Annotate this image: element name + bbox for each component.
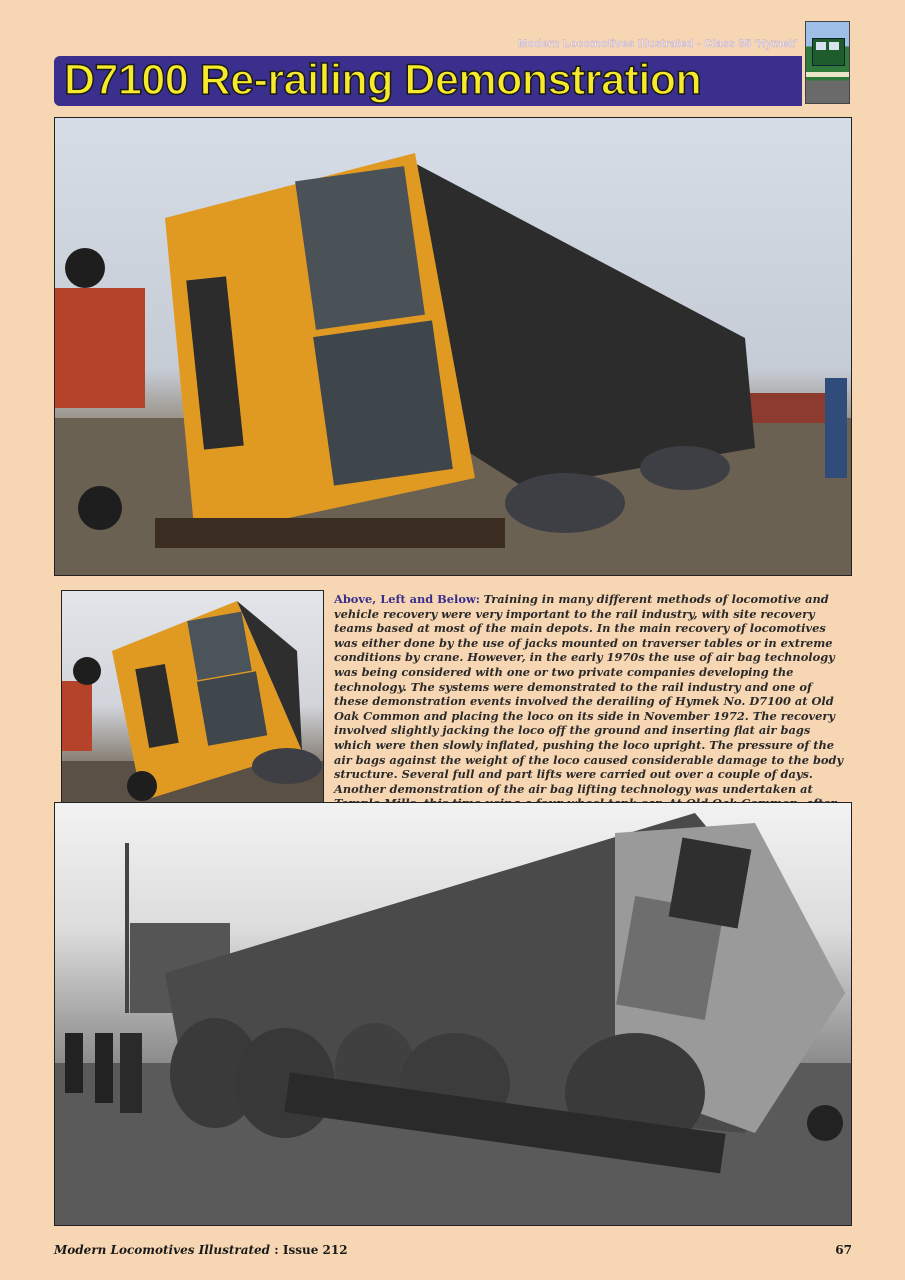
photo-bottom: [54, 802, 852, 1226]
footer-publication: [54, 1243, 348, 1257]
series-title: Modern Locomotives Illustrated - Class 35 'Hymek': [518, 38, 798, 50]
caption-lead: Above, Left and Below:: [334, 592, 480, 606]
hymek-thumbnail-image: [805, 21, 850, 104]
photo-top: [54, 117, 852, 576]
publication-name: Modern Locomotives Illustrated: [54, 1243, 271, 1257]
caption-body: Training in many different methods of locomotive and vehicle recovery were very important to the rail industry, with site recovery teams based at most of the main depots. In the main recovery of locomotives was either done by the use of jacks mounted on traverser tables or in extreme conditions by crane. However, in the early 1970s the use of air bag technology was being considered with one or two private companies developing the technology. The systems were demonstrated to the rail industry and one of these demonstration events involved the derailing of Hymek No. D7100 at Old Oak Common and placing the loco on its side in November 1972. The recovery involved slightly jacking the loco off the ground and inserting flat air bags which were then slowly inflated, pushing the loco upright. The pressure of the air bags against the weight of the loco caused considerable damage to the body structure. Several full and part lifts were carried out over a couple of days. Another demonstration of the air bag lifting technology was undertaken at: [334, 592, 844, 796]
issue-number: Issue 212: [282, 1243, 348, 1257]
footer-separator: :: [270, 1243, 283, 1257]
page-title: D7100 Re-railing Demonstration: [64, 56, 702, 104]
page-number: 67: [835, 1243, 852, 1257]
